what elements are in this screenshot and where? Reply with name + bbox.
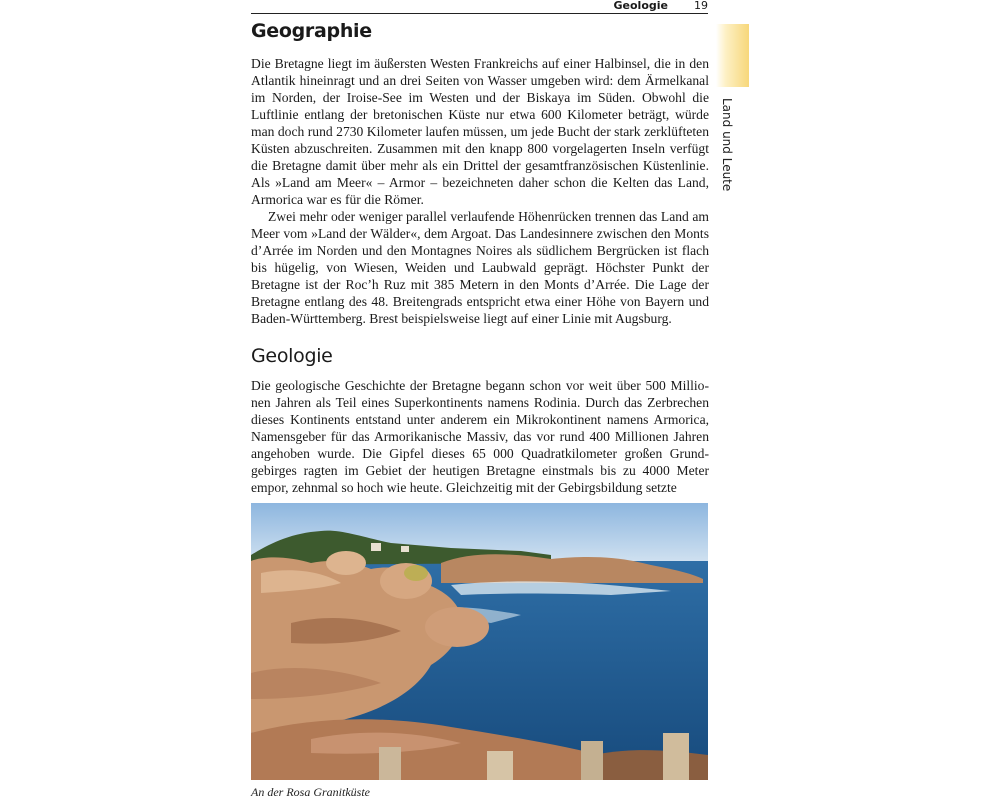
paragraph: Zwei mehr oder weniger parallel verlaufende Höhenrücken trennen das Land am Meer vom »Land der Wälder«, dem Argoat. Das Landesinnere zwischen den Monts d’Arrée im Norden und den Montagnes Noires als südlichem Bergrücken ist flach bis hügelig, von Wiesen, Weiden und Laubwald geprägt. Höchster Punkt der Bretagne ist der Roc’h Ruz mit 385 Metern in den Monts d’Arrée. Die Lage der Bretagne entlang des 48. Breitengrads entspricht etwa einer Höhe von Bayern und Baden-Württemberg. Brest beispielsweise liegt auf einer Linie mit Augsburg. — [251, 209, 709, 326]
figure-caption: An der Rosa Granitküste — [251, 785, 370, 799]
geographie-text — [251, 55, 709, 327]
heading-geographie: Geographie — [251, 20, 372, 42]
chapter-tab-label: Land und Leute — [720, 98, 734, 192]
geologie-text — [251, 377, 709, 496]
wooden-post — [379, 747, 401, 780]
wooden-post — [487, 751, 513, 780]
running-head — [251, 0, 708, 14]
running-head-section: Geologie — [613, 0, 668, 12]
paragraph: Die Bretagne liegt im äußersten Westen Frankreichs auf einer Halbinsel, die in den Atlantik hineinragt und an drei Seiten von Wasser umgeben wird: dem Ärmelkanal im Norden, der Iroise-See im Westen und der Biskaya im Süden. Obwohl die Luftlinie entlang der bretonischen Küste nur etwa 600 Kilometer beträgt, würde man doch rund 2730 Kilometer laufen müssen, um jede Bucht der stark zerklüfteten Küsten abzuschreiten. Zusammen mit den knapp 800 vorgelagerten Inseln verfügt die Bretagne damit über mehr als ein Drittel der gesamtfranzösischen Küstenlinie. Als »Land am Meer« – Armor – bezeichneten daher schon die Kelten das Land, Armorica war es für die Römer. — [251, 56, 709, 207]
boulder — [425, 607, 489, 647]
wooden-post — [581, 741, 603, 780]
wooden-post — [663, 733, 689, 780]
coast-photo — [251, 503, 708, 780]
heading-geologie: Geologie — [251, 345, 333, 367]
chapter-tab-marker — [716, 24, 749, 87]
paragraph: Die geologische Geschichte der Bretagne begann schon vor weit über 500 Millionen Jahren als Teil eines Superkontinents namens Rodinia. Durch das Zerbrechen dieses Kontinents entstand unter anderem ein Mikrokontinent namens Armorica, Namensgeber für das Armorikanische Massiv, das vor rund 400 Millionen Jahren angehoben wurde. Die Gipfel dieses 65 000 Quadratkilometer großen Grundgebirges ragten im Gebiet der heutigen Bretagne einstmals bis zu 4000 Meter empor, zehnmal so hoch wie heute. Gleichzeitig mit der Gebirgsbildung setzte — [251, 378, 709, 495]
page-number: 19 — [694, 0, 708, 12]
